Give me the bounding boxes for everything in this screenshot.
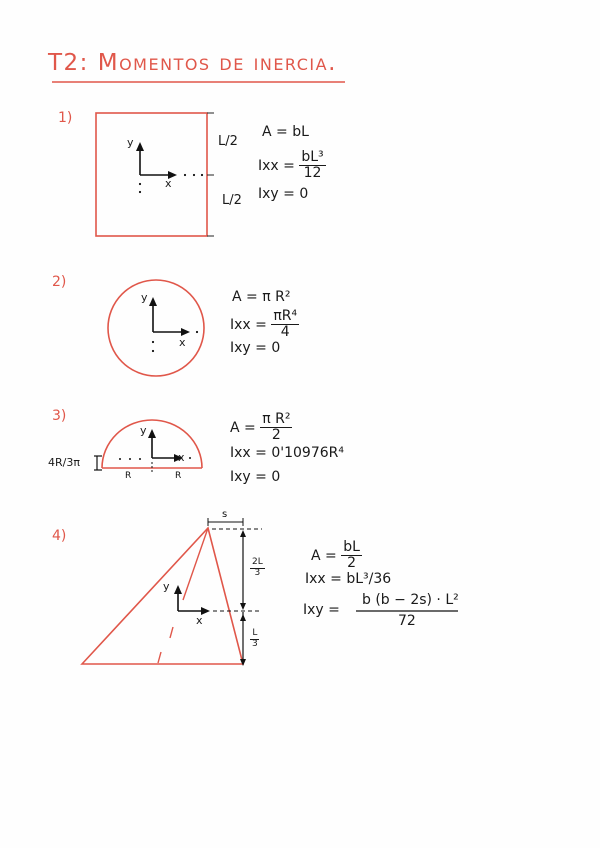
area-formula-3: A = $\frac{\text{π R²}}{2}$ [230, 411, 291, 444]
y-arrow-1 [136, 142, 144, 151]
page-title: T2: Momentos de inercia. [48, 50, 337, 76]
triangle-shape [82, 528, 243, 664]
ixx-formula-3: Ixx = 0'10976R⁴ [230, 445, 344, 461]
fraction-numerator: π R² [262, 411, 291, 427]
fraction-numerator: bL³ [301, 149, 324, 165]
dot [152, 350, 154, 352]
fraction-denominator: 3 [254, 567, 261, 578]
x-axis-label: x [178, 451, 185, 464]
y-axis-label: y [127, 136, 134, 149]
fraction-denominator: 4 [280, 324, 290, 341]
x-arrow-2 [181, 328, 190, 336]
formula-lhs: A [230, 419, 240, 436]
section-number-2: 2) [52, 274, 67, 290]
dot [184, 174, 186, 176]
formula-rhs: 0'10976R⁴ [271, 445, 344, 461]
formula-rhs: 0 [271, 469, 281, 485]
formula-lhs: Ixy [230, 469, 251, 485]
fraction-denominator: 2 [347, 555, 357, 572]
fraction-denominator: 72 [398, 613, 416, 629]
ixx-formula-4: Ixx = bL³/36 [305, 571, 392, 587]
formula-lhs: Ixy [303, 602, 324, 618]
median-line [183, 528, 208, 600]
dot [196, 331, 198, 333]
median-dash [158, 652, 161, 663]
section-number-4: 4) [52, 528, 67, 544]
ixy-formula-3: Ixy = 0 [230, 469, 281, 485]
y-arrow-4 [174, 585, 182, 594]
area-formula-2: A = π R² [232, 289, 291, 305]
height-arrow [240, 614, 246, 621]
dot [193, 174, 195, 176]
top-dim-label: s [222, 509, 228, 520]
ixx-formula-1: Ixx = $\frac{\text{bL³}}{12}$ [258, 149, 324, 182]
x-axis-label: x [179, 336, 186, 349]
height-arrow [240, 659, 246, 666]
dim-label-upper: L/2 [218, 134, 238, 149]
formula-lhs: A [262, 124, 272, 140]
formula-rhs: 0 [271, 340, 281, 356]
dot [139, 191, 141, 193]
fraction-numerator: b (b − 2s) · L² [362, 592, 459, 608]
fraction-denominator: 2 [271, 427, 281, 444]
radius-label-right: R [175, 471, 182, 481]
fraction-numerator: 2L [252, 557, 263, 567]
formula-lhs: A [311, 547, 321, 564]
dot [152, 341, 154, 343]
x-axis-label: x [196, 614, 203, 627]
ixy-formula-4-lhs: Ixy = [303, 602, 340, 618]
ixy-formula-2: Ixy = 0 [230, 340, 281, 356]
dot [139, 183, 141, 185]
dot [129, 458, 131, 460]
formula-lhs: Ixx [258, 157, 279, 174]
fraction-numerator: πR⁴ [273, 308, 298, 324]
ixy-formula-1: Ixy = 0 [258, 186, 309, 202]
fraction-numerator: bL [343, 539, 360, 555]
fraction-denominator: 12 [303, 165, 322, 182]
height-arrow [240, 603, 246, 610]
formula-lhs: Ixx [230, 445, 251, 461]
formula-lhs: A [232, 289, 242, 305]
formula-rhs: bL [292, 124, 309, 140]
dim-label-lower: L/2 [222, 193, 242, 208]
circle-shape [108, 280, 204, 376]
median-dash [170, 627, 173, 638]
y-arrow-2 [149, 297, 157, 306]
formula-lhs: Ixx [305, 571, 326, 587]
formula-rhs: 0 [299, 186, 309, 202]
area-formula-4: A = $\frac{bL}{2}$ [311, 539, 360, 572]
height-arrow [240, 530, 246, 537]
y-axis-label: y [140, 424, 147, 437]
formula-rhs: bL³/36 [346, 571, 392, 587]
section-number-3: 3) [52, 408, 67, 424]
dot [189, 457, 191, 459]
height-dim-lower-label [250, 629, 260, 650]
dot [201, 174, 203, 176]
fraction-numerator: L [252, 628, 258, 638]
dot [139, 458, 141, 460]
fraction-denominator: 3 [252, 638, 258, 649]
formula-lhs: Ixy [258, 186, 279, 202]
formula-lhs: Ixx [230, 316, 251, 333]
x-axis-label: x [165, 177, 172, 190]
ixx-formula-2: Ixx = $\frac{\text{πR⁴}}{4}$ [230, 308, 298, 341]
y-axis-label: y [163, 580, 170, 593]
y-axis-label: y [141, 291, 148, 304]
height-dim-upper-label [250, 558, 265, 579]
dot [119, 458, 121, 460]
radius-label-left: R [125, 471, 132, 481]
section-number-1: 1) [58, 110, 73, 126]
y-arrow-3 [148, 429, 156, 438]
formula-lhs: Ixy [230, 340, 251, 356]
area-formula-1: A = bL [262, 124, 309, 140]
offset-label: 4R/3π [48, 456, 80, 469]
formula-rhs: π R² [262, 289, 291, 305]
